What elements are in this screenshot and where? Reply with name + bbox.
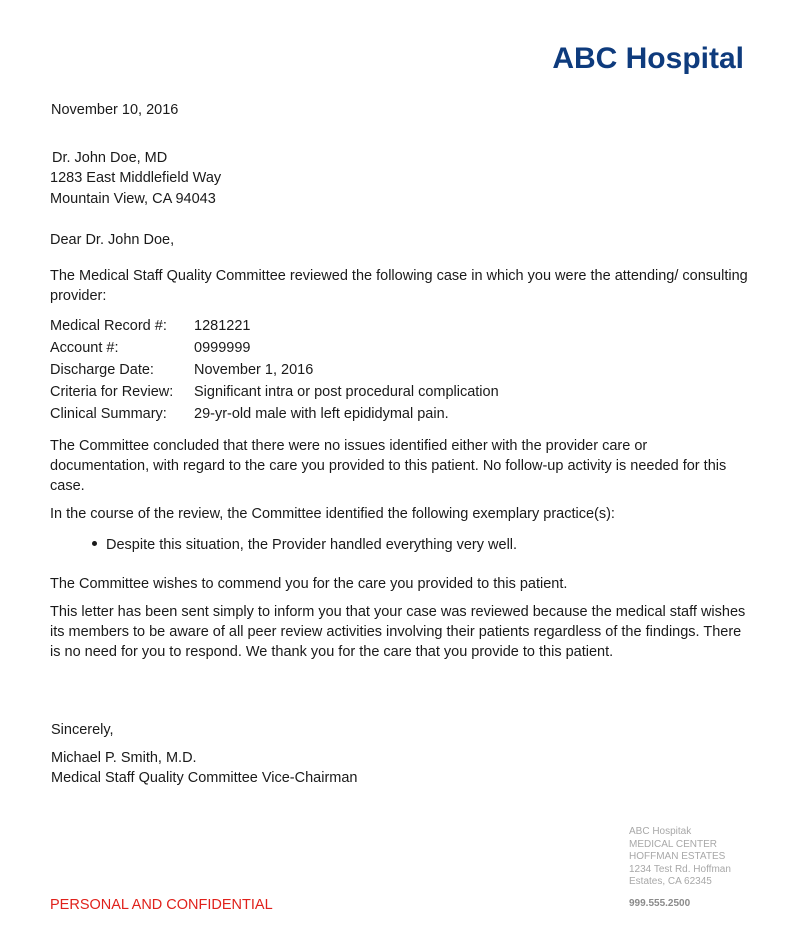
case-field-row [50,359,499,381]
commendation-paragraph: The Committee wishes to commend you for the care you provided to this patient. [50,576,568,592]
field-label: Clinical Summary: [50,406,167,422]
field-value: 0999999 [194,340,251,356]
exemplary-item-text: Despite this situation, the Provider handled everything very well. [106,537,518,553]
salutation: Dear Dr. John Doe, [50,232,175,248]
bullet-icon [92,541,97,546]
field-label: Medical Record #: [50,318,167,334]
case-field-row [50,315,499,337]
field-value: November 1, 2016 [194,362,314,378]
field-label: Discharge Date: [50,362,154,378]
conclusion-paragraph: The Committee concluded that there were no issues identified either with the provider care or documentation, with regard to the care you provided to this patient. No follow-up activity is needed for this case. [50,438,727,494]
closing-paragraph: This letter has been sent simply to inform you that your case was reviewed because the medical staff wishes its members to be aware of all peer review activities involving their patients regardless of the findings. There is no need for you to respond. We thank you for the care that you provide to this patient. [50,604,746,660]
field-label: Criteria for Review: [50,384,174,400]
field-value: 1281221 [194,318,251,334]
exemplary-intro: In the course of the review, the Committee identified the following exemplary practice(s): [50,506,615,522]
hospital-logo-title: ABC Hospital [552,42,744,75]
recipient-city: Mountain View, CA 94043 [50,191,216,207]
footer-address [629,826,731,889]
footer-address-line: HOFFMAN ESTATES [629,851,726,862]
signer-title: Medical Staff Quality Committee Vice-Chairman [51,770,358,786]
footer-phone: 999.555.2500 [629,898,691,909]
intro-paragraph: The Medical Staff Quality Committee reviewed the following case in which you were the attending/ consulting provider: [50,268,748,304]
recipient-name: Dr. John Doe, MD [52,150,168,166]
signer-name: Michael P. Smith, M.D. [51,750,197,766]
field-value: 29-yr-old male with left epididymal pain. [194,406,449,422]
field-label: Account #: [50,340,119,356]
footer-address-line: MEDICAL CENTER [629,838,717,850]
exemplary-list-item [92,535,517,555]
confidential-label: PERSONAL AND CONFIDENTIAL [50,897,273,913]
case-field-row [50,337,499,359]
case-field-row [50,381,499,403]
case-field-row [50,403,499,425]
case-details [50,315,499,425]
recipient-street: 1283 East Middlefield Way [50,170,222,186]
signoff: Sincerely, [51,722,114,738]
footer-address-line: Estates, CA 62345 [629,876,712,887]
letter-date: November 10, 2016 [51,102,179,118]
field-value: Significant intra or post procedural complication [194,384,499,400]
footer-address-line: 1234 Test Rd. Hoffman [629,863,731,875]
footer-address-line: ABC Hospitak [629,826,692,837]
